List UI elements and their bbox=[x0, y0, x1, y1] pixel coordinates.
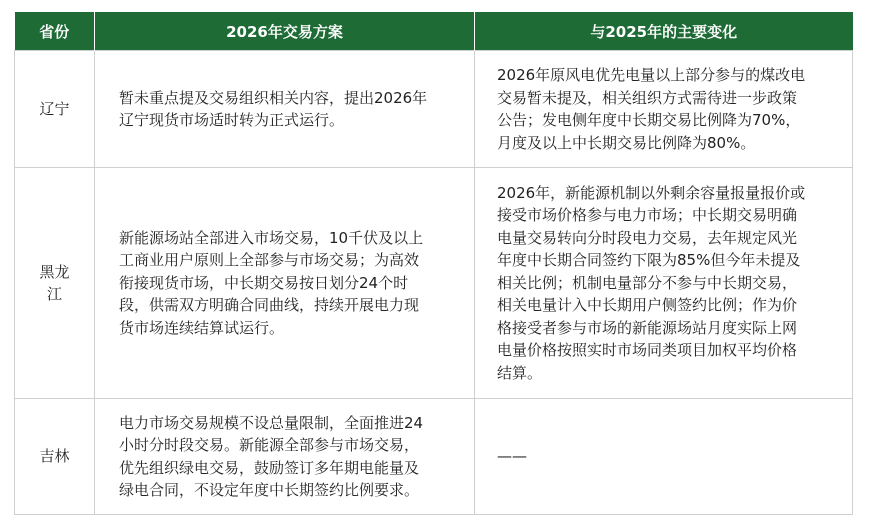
plan-cell bbox=[95, 399, 475, 515]
header-province: 省份 bbox=[15, 12, 95, 51]
changes-cell bbox=[475, 168, 853, 399]
policy-comparison-table bbox=[14, 12, 853, 515]
province-name: 吉林 bbox=[39, 447, 70, 466]
plan-cell bbox=[95, 51, 475, 168]
table-row bbox=[15, 399, 853, 515]
plan-text: 暂未重点提及交易组织相关内容，提出2026年 辽宁现货市场适时转为正式运行。 bbox=[119, 88, 428, 129]
province-name: 黑龙 江 bbox=[39, 262, 70, 303]
province-cell bbox=[15, 399, 95, 515]
changes-cell bbox=[475, 399, 853, 515]
table-body bbox=[15, 51, 853, 515]
plan-text: 新能源场站全部进入市场交易，10千伏及以上 工商业用户原则上全部参与市场交易；为高效 衔接现货市场，中长期交易按日划分24个时 段，供需双方明确合同曲线，持续开展电力现 货市场连续结算试运行。 bbox=[119, 228, 424, 337]
header-row bbox=[15, 12, 853, 51]
table-row bbox=[15, 51, 853, 168]
changes-text: 2026年，新能源机制以外剩余容量报量报价或 接受市场价格参与电力市场；中长期交易明确 电量交易转向分时段电力交易，去年规定风光 年度中长期合同签约下限为85%但今年未提及 相关比例；机制电量部分不参与中长期交易， 相关电量计入中长期用户侧签约比例；作为价 格接受者参与市场的新能源场站月度实际上网 电量价格按照实时市场同类项目加权平均价格 结算。 bbox=[497, 183, 806, 382]
province-cell bbox=[15, 51, 95, 168]
table-row bbox=[15, 168, 853, 399]
changes-cell bbox=[475, 51, 853, 168]
changes-text: 2026年原风电优先电量以上部分参与的煤改电 交易暂未提及，相关组织方式需待进一步政策 公告；发电侧年度中长期交易比例降为70%， 月度及以上中长期交易比例降为80%。 bbox=[497, 66, 806, 152]
header-changes-vs-2025: 与2025年的主要变化 bbox=[475, 12, 853, 51]
plan-cell bbox=[95, 168, 475, 399]
plan-text: 电力市场交易规模不设总量限制，全面推进24 小时分时段交易。新能源全部参与市场交易， 优先组织绿电交易，鼓励签订多年期电能量及 绿电合同，不设定年度中长期签约比例要求。 bbox=[119, 413, 424, 499]
province-cell bbox=[15, 168, 95, 399]
changes-text: —— bbox=[497, 447, 527, 466]
header-plan-2026: 2026年交易方案 bbox=[95, 12, 475, 51]
table-header bbox=[15, 12, 853, 51]
province-name: 辽宁 bbox=[39, 99, 70, 118]
